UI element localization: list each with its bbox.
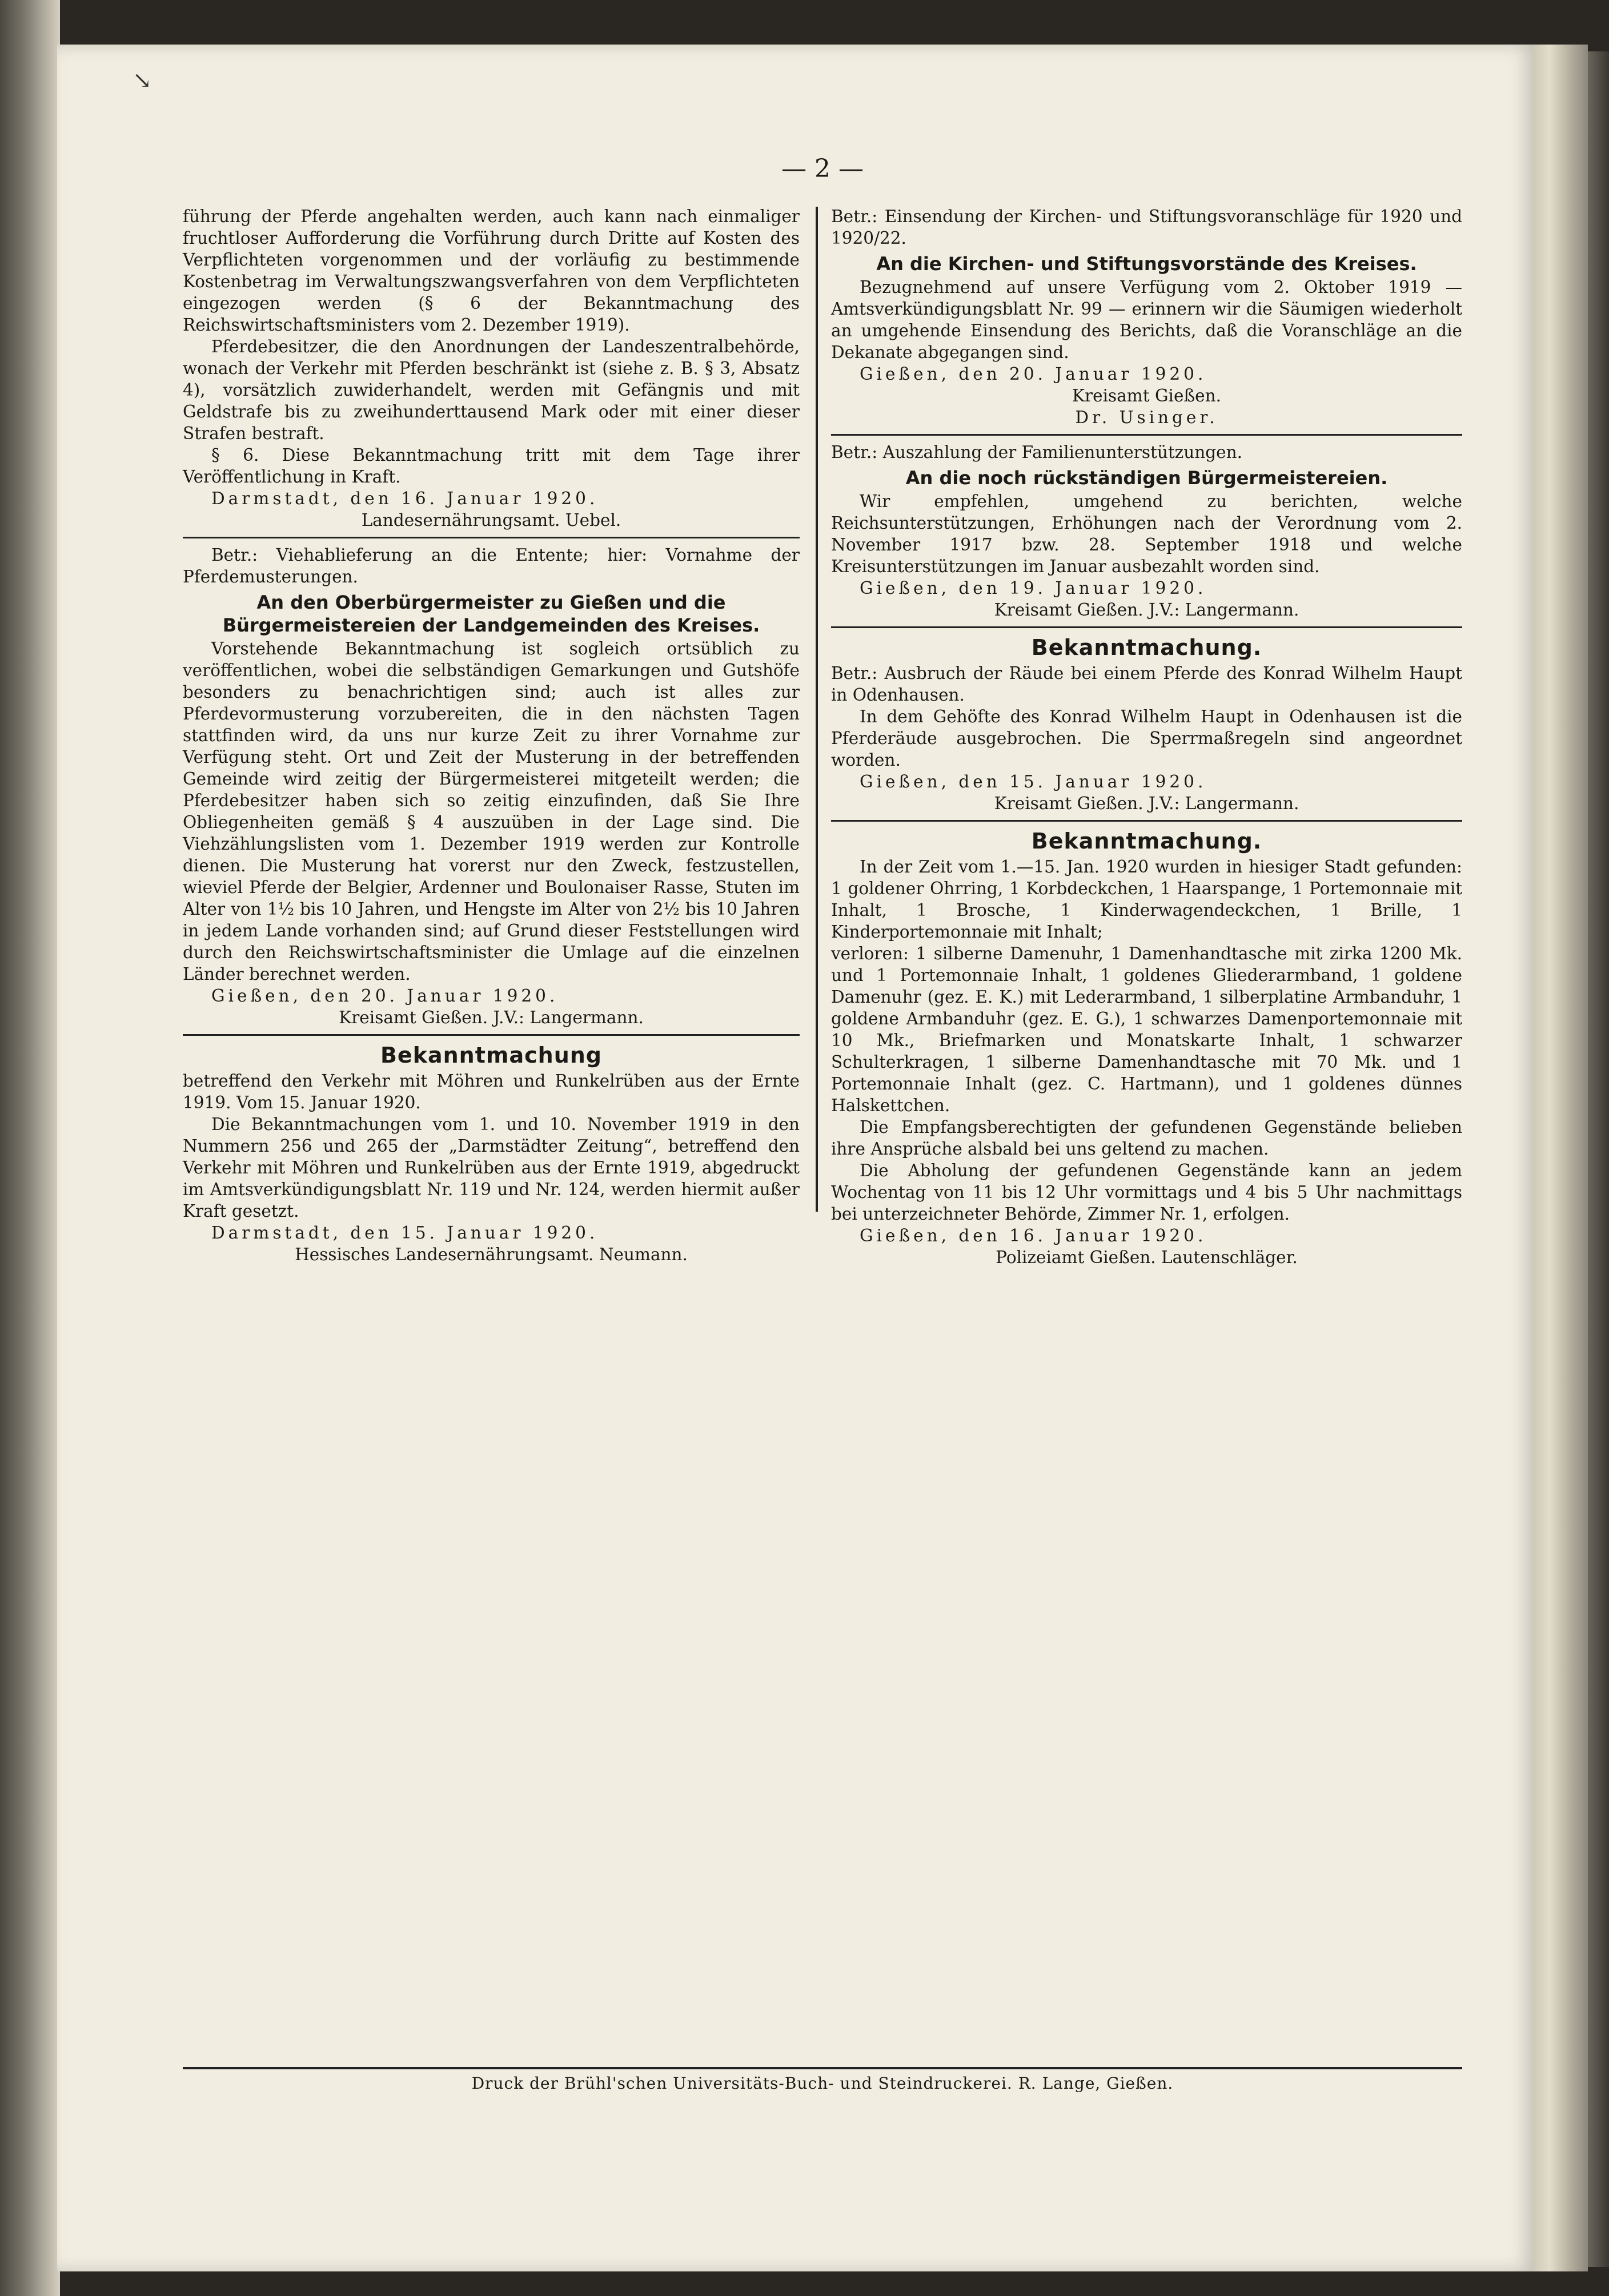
- signature: Kreisamt Gießen. J.V.: Langermann.: [994, 794, 1299, 813]
- paragraph: Die Bekanntmachungen vom 1. und 10. November 1919 in den Nummern 256 und 265 der „Darmstädter Zeitung“, betreffend den Verkehr mit Möhren und Runkelrüben aus der Ernte 1919, abgedruckt im Amtsverkündigungsblatt Nr. 119 und Nr. 124, werden hiermit außer Kraft gesetzt.: [183, 1115, 800, 1221]
- paragraph: In der Zeit vom 1.—15. Jan. 1920 wurden in hiesiger Stadt gefunden: 1 goldener Ohrring, 1 Korbdeckchen, 1 Haarspange, 1 Portemonnaie mit Inhalt, 1 Brosche, 1 Kinderwagendeckchen, 1 Brille, 1 Kinderportemonnaie mit Inhalt;: [831, 857, 1462, 942]
- page-number: — 2 —: [781, 154, 864, 183]
- subject-line: Betr.: Viehablieferung an die Entente; hier: Vornahme der Pferdemusterungen.: [183, 545, 800, 586]
- subject-line: Betr.: Ausbruch der Räude bei einem Pferde des Konrad Wilhelm Haupt in Odenhausen.: [831, 664, 1462, 705]
- section-divider: [831, 626, 1462, 628]
- page-stack-edge: [1534, 45, 1588, 2271]
- date-line: Gießen, den 15. Januar 1920.: [860, 772, 1207, 791]
- signature: Landesernährungsamt. Uebel.: [361, 510, 621, 530]
- section-heading: An die noch rückständigen Bürgermeistereien.: [905, 467, 1388, 489]
- subject-line: Betr.: Einsendung der Kirchen- und Stiftungsvoranschläge für 1920 und 1920/22.: [831, 207, 1462, 248]
- footer-rule: [183, 2067, 1462, 2069]
- date-line: Gießen, den 19. Januar 1920.: [860, 578, 1207, 598]
- paragraph: Vorstehende Bekanntmachung ist sogleich ortsüblich zu veröffentlichen, wobei die selbständigen Gemarkungen und Gutshöfe besonders zu benachrichtigen sind; auch ist alles zur Pferdevormusterung vorzubereiten, die in den nächsten Tagen stattfinden wird, da uns nur kurze Zeit zu ihrer Vornahme zur Verfügung steht. Ort und Zeit der Musterung in der betreffenden Gemeinde wird zeitig der Bürgermeisterei mitgeteilt werden; die Pferdebesitzer haben sich so zeitig einzufinden, daß Sie Ihre Obliegenheiten gemäß § 4 auszuüben in der Lage sind. Die Viehzählungslisten vom 1. Dezember 1919 werden zur Kontrolle dienen. Die Musterung hat vorerst nur den Zweck, festzustellen, wieviel Pferde der Belgier, Ardenner und Boulonaiser Rasse, Stuten im Alter von 1½ bis 10 Jahren, und Hengste im Alter von 2½ bis 10 Jahren in jedem Lande vorhanden sind; auf Grund dieser Feststellungen wird durch den Reichswirtschaftsminister die Umlage auf die einzelnen Länder berechnet werden.: [183, 639, 800, 984]
- column-divider: [816, 207, 818, 1212]
- paragraph: Die Empfangsberechtigten der gefundenen Gegenstände belieben ihre Ansprüche alsbald bei uns geltend zu machen.: [831, 1117, 1462, 1159]
- paragraph: führung der Pferde angehalten werden, auch kann nach einmaliger fruchtloser Aufforderung die Vorführung durch Dritte auf Kosten des Verpflichteten vorgenommen und der vorläufig zu bestimmende Kostenbetrag im Verwaltungszwangsverfahren von dem Verpflichteten eingezogen werden (§ 6 der Bekanntmachung des Reichswirtschaftsministers vom 2. Dezember 1919).: [183, 207, 800, 335]
- book-binding: [0, 0, 60, 2296]
- left-column: [183, 206, 800, 1265]
- book-cover-edge: [1588, 51, 1609, 2267]
- paragraph: § 6. Diese Bekanntmachung tritt mit dem Tage ihrer Veröffentlichung in Kraft.: [183, 445, 800, 486]
- paragraph: Wir empfehlen, umgehend zu berichten, welche Reichsunterstützungen, Erhöhungen nach der Verordnung vom 2. November 1917 bzw. 28. September 1918 und welche Kreisunterstützungen im Januar ausbezahlt worden sind.: [831, 492, 1462, 576]
- paragraph: betreffend den Verkehr mit Möhren und Runkelrüben aus der Ernte 1919. Vom 15. Januar 1920.: [183, 1071, 800, 1112]
- subject-line: Betr.: Auszahlung der Familienunterstützungen.: [831, 443, 1242, 462]
- right-column: [831, 206, 1462, 1268]
- date-line: Gießen, den 20. Januar 1920.: [860, 364, 1207, 384]
- signature: Kreisamt Gießen.: [1072, 386, 1221, 405]
- section-heading: Bekanntmachung.: [1031, 829, 1262, 854]
- date-line: Darmstadt, den 16. Januar 1920.: [211, 489, 599, 508]
- section-heading: An die Kirchen- und Stiftungsvorstände des Kreises.: [876, 253, 1417, 275]
- date-line: Gießen, den 16. Januar 1920.: [860, 1226, 1207, 1245]
- section-heading: Bekanntmachung: [380, 1043, 603, 1068]
- section-heading: An den Oberbürgermeister zu Gießen und die Bürgermeistereien der Landgemeinden des Kreises.: [222, 592, 760, 636]
- signature: Kreisamt Gießen. J.V.: Langermann.: [339, 1008, 644, 1027]
- corner-mark: ↘: [133, 67, 152, 94]
- paragraph: Die Abholung der gefundenen Gegenstände kann an jedem Wochentag von 11 bis 12 Uhr vormittags und 4 bis 5 Uhr nachmittags bei unterzeichneter Behörde, Zimmer Nr. 1, erfolgen.: [831, 1161, 1462, 1224]
- paragraph: In dem Gehöfte des Konrad Wilhelm Haupt in Odenhausen ist die Pferderäude ausgebrochen. Die Sperrmaßregeln sind angeordnet worden.: [831, 707, 1462, 770]
- section-divider: [183, 1034, 800, 1036]
- signature: Dr. Usinger.: [1075, 408, 1218, 427]
- signature: Hessisches Landesernährungsamt. Neumann.: [295, 1245, 688, 1264]
- date-line: Darmstadt, den 15. Januar 1920.: [211, 1223, 599, 1243]
- paragraph: Pferdebesitzer, die den Anordnungen der Landeszentralbehörde, wonach der Verkehr mit Pferden beschränkt ist (siehe z. B. § 3, Absatz 4), vorsätzlich zuwiderhandelt, werden mit Gefängnis und mit Geldstrafe bis zu zweihunderttausend Mark oder mit einer dieser Strafen bestraft.: [183, 337, 800, 443]
- paragraph: verloren: 1 silberne Damenuhr, 1 Damenhandtasche mit zirka 1200 Mk. und 1 Portemonnaie Inhalt, 1 goldenes Gliederarmband, 1 goldene Damenuhr (gez. E. K.) mit Lederarmband, 1 silberplatine Armbanduhr, 1 goldene Armbanduhr (gez. E. G.), 1 schwarzes Damenportemonnaie mit 10 Mk., Briefmarken und Monatskarte Inhalt, 1 schwarzer Schulterkragen, 1 silberne Damenhandtasche mit 70 Mk. und 1 Portemonnaie Inhalt (gez. C. Hartmann), und 1 goldenes dünnes Halskettchen.: [831, 944, 1462, 1115]
- section-divider: [183, 537, 800, 538]
- date-line: Gießen, den 20. Januar 1920.: [211, 986, 559, 1006]
- section-divider: [831, 434, 1462, 436]
- printer-imprint: Druck der Brühl'schen Universitäts-Buch- und Steindruckerei. R. Lange, Gießen.: [471, 2074, 1174, 2093]
- section-divider: [831, 820, 1462, 822]
- section-heading: Bekanntmachung.: [1031, 635, 1262, 660]
- signature: Kreisamt Gießen. J.V.: Langermann.: [994, 600, 1299, 620]
- paragraph: Bezugnehmend auf unsere Verfügung vom 2. Oktober 1919 — Amtsverkündigungsblatt Nr. 99 — erinnern wir die Säumigen wiederholt an umgehende Einsendung des Berichts, daß die Voranschläge an die Dekanate abgegangen sind.: [831, 278, 1462, 362]
- signature: Polizeiamt Gießen. Lautenschläger.: [996, 1248, 1298, 1267]
